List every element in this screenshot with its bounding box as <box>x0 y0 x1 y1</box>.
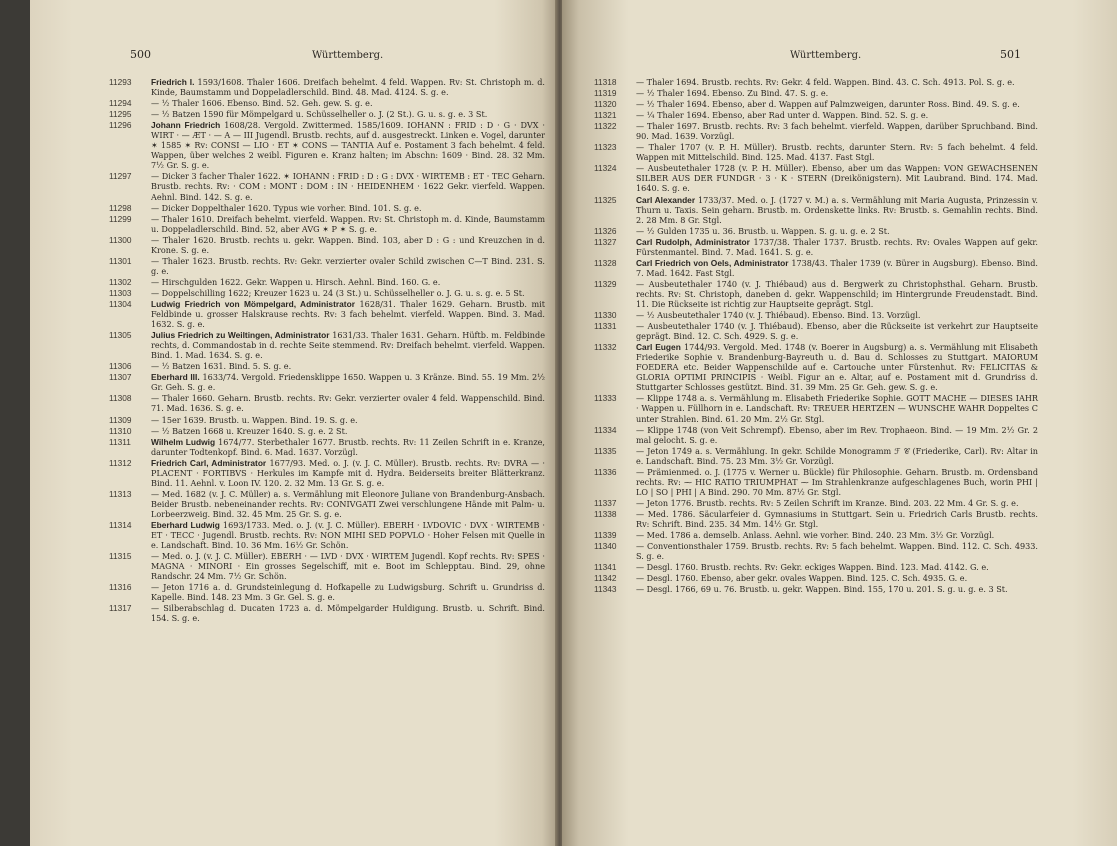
catalog-entry <box>109 213 545 234</box>
entry-description: 1593/1608. Thaler 1606. Dreifach behelmt. 4 feld. Wappen. Rv: St. Christoph m. d. Kinde, Baumstamm und Doppeladlerschild. Bind. 48. Mad. 4124. S. g. e. <box>151 77 545 98</box>
catalog-entry <box>109 120 545 171</box>
entry-description: — Conventionsthaler 1759. Brustb. rechts. Rv: 5 fach behelmt. Wappen. Bind. 112. C. Sch. 4933. S. g. e. <box>636 541 1038 562</box>
entry-description: 1693/1733. Med. o. J. (v. J. C. Müller). EBERH · LVDOVIC · DVX · WIRTEMB · ET · TECC · Jugendl. Brustb. rechts. Rv: NON MIHI SED POPVLO · Hoher Felsen mit Quelle in e. Landschaft. Bind. 10. 36 Mm. 16½ Gr. Schön. <box>151 519 546 551</box>
catalog-entry <box>109 488 545 519</box>
entry-text <box>151 77 545 97</box>
lot-number: 11316 <box>109 582 132 593</box>
entry-text <box>151 235 545 255</box>
catalog-entry <box>594 424 1038 445</box>
catalog-entry <box>594 530 1038 541</box>
entry-text <box>151 171 545 201</box>
entry-description: — Thaler 1620. Brustb. rechts u. gekr. Wappen. Bind. 103, aber D : G : und Kreuzchen in d. Krone. S. g. e. <box>151 234 545 255</box>
lot-number: 11300 <box>109 234 132 245</box>
entry-description: — Dicker Doppelthaler 1620. Typus wie vorher. Bind. 101. S. g. e. <box>151 202 422 213</box>
ruler-name: Eberhard Ludwig <box>151 519 220 530</box>
lot-number: 11294 <box>109 98 132 109</box>
lot-number: 11319 <box>594 88 617 99</box>
entry-text <box>636 279 1038 309</box>
entry-description: — Dicker 3 facher Thaler 1622. ✶ IOHANN : FRID : D : G : DVX · WIRTEMB : ET · TEC Geharn. Brustb. rechts. Rv: · COM : MONT : DOM : IN · HEIDENHEM · 1622 Gekr. vierfeld. Wappen. Aehnl. Bind. 142. S. g. e. <box>151 171 545 202</box>
catalog-entry <box>594 584 1038 595</box>
entry-description: — ½ Batzen 1590 für Mömpelgard u. Schüsselheller o. J. (2 St.). G. u. s. g. e. 3 St. <box>151 109 488 120</box>
entry-description: 1733/37. Med. o. J. (1727 v. M.) a. s. Vermählung mit Maria Augusta, Prinzessin v. Thurn u. Taxis. Sein geharn. Brustb. m. Ordenskette links. Rv: Brustb. s. Gemahlin rechts. Bind. 2. 28 Mm. 8 Gr. Stgl. <box>636 194 1039 225</box>
entry-text <box>151 256 545 276</box>
lot-number: 11309 <box>109 414 132 425</box>
catalog-entry <box>109 255 545 276</box>
catalog-entry <box>594 257 1038 278</box>
catalog-entry <box>594 445 1038 466</box>
lot-number: 11338 <box>594 508 617 519</box>
entry-description: — Med. 1786. Säcularfeier d. Gymnasiums in Stuttgart. Sein u. Friedrich Carls Brustb. rechts. Rv: Schrift. Bind. 235. 34 Mm. 14½ Gr. Stgl. <box>636 508 1038 529</box>
lot-number: 11298 <box>109 202 132 213</box>
lot-number: 11335 <box>594 445 617 456</box>
catalog-entry <box>109 298 545 330</box>
entries-list <box>594 77 1039 595</box>
catalog-entry <box>109 330 545 361</box>
lot-number: 11341 <box>594 562 617 573</box>
lot-number: 11331 <box>594 321 617 332</box>
entry-text <box>636 99 1038 109</box>
lot-number: 11327 <box>594 236 617 247</box>
lot-number: 11343 <box>594 584 617 595</box>
entry-description: — Med. 1682 (v. J. C. Müller) a. s. Vermählung mit Eleonore Juliane von Brandenburg-Ansbach. Beider Brustb. nebeneinander rechts. Rv: CONIVGATI Zwei verschlungene Hände mit Palm- u. Lorbeerzweig. Bind. 32. 45 Mm. 25 Gr. S. g. e. <box>151 488 545 519</box>
entry-text <box>636 342 1038 392</box>
catalog-entry <box>594 77 1038 87</box>
catalog-entry <box>109 582 545 603</box>
entry-text <box>151 458 545 488</box>
entry-text <box>636 584 1038 594</box>
catalog-entry <box>594 342 1039 393</box>
entry-description: — Ausbeutethaler 1740 (v. J. Thiébaud) aus d. Bergwerk zu Christophsthal. Geharn. Brustb. rechts. Rv: St. Christoph, daneben d. gekr. Wappenschild; im Hintergrunde Freudenstadt. Bind. 11. Die Rückseite ist richtig zur Hauptseite geprägt. Stgl. <box>636 278 1038 309</box>
catalog-entry <box>594 497 1038 508</box>
entry-text <box>151 203 545 213</box>
entry-text <box>636 393 1038 423</box>
entry-text <box>151 415 545 425</box>
lot-number: 11307 <box>109 372 132 383</box>
entry-description: 1738/43. Thaler 1739 (v. Bürer in Augsburg). Ebenso. Bind. 7. Mad. 1642. Fast Stgl. <box>636 257 1038 278</box>
lot-number: 11293 <box>109 77 132 87</box>
entry-text <box>636 310 1038 320</box>
page-number: 501 <box>1000 48 1021 61</box>
catalog-entry <box>594 99 1038 110</box>
lot-number: 11308 <box>109 393 132 404</box>
lot-number: 11330 <box>594 310 617 321</box>
entry-text <box>151 120 545 170</box>
entry-text <box>151 489 545 519</box>
entry-text <box>636 498 1038 508</box>
entry-description: — Hirschgulden 1622. Gekr. Wappen u. Hirsch. Aehnl. Bind. 160. G. e. <box>151 276 441 287</box>
lot-number: 11306 <box>109 361 132 372</box>
entry-description: — Thaler 1623. Brustb. rechts. Rv: Gekr. verzierter ovaler Schild zwischen C—T Bind. 231. S. g. e. <box>151 255 545 276</box>
entry-text <box>636 142 1038 162</box>
catalog-entry <box>109 551 545 582</box>
entry-description: — Desgl. 1760. Brustb. rechts. Rv: Gekr. eckiges Wappen. Bind. 123. Mad. 4142. G. e. <box>636 562 989 573</box>
lot-number: 11332 <box>594 342 617 353</box>
catalog-entry <box>109 457 545 488</box>
entry-text <box>636 77 1038 87</box>
page-number: 500 <box>130 48 151 61</box>
entry-description: — Jeton 1749 a. s. Vermählung. In gekr. Schilde Monogramm ℱ 𝒞 (Friederike, Carl). Rv: Altar in e. Landschaft. Bind. 75. 23 Mm. 3½ Gr. Vorzügl. <box>636 445 1038 466</box>
catalog-entry <box>109 202 545 213</box>
lot-number: 11303 <box>109 287 132 298</box>
entry-text <box>636 121 1038 141</box>
catalog-entry <box>594 310 1038 321</box>
entry-text <box>151 372 545 392</box>
entry-description: 1737/38. Thaler 1737. Brustb. rechts. Rv: Ovales Wappen auf gekr. Fürstenmantel. Bind. 7. Mad. 1641. S. g. e. <box>636 236 1038 257</box>
entry-text <box>151 214 545 234</box>
lot-number: 11301 <box>109 255 132 266</box>
catalog-entry <box>109 77 545 98</box>
entry-text <box>636 321 1038 341</box>
lot-number: 11297 <box>109 171 132 182</box>
catalog-entry <box>109 276 545 287</box>
lot-number: 11326 <box>594 225 617 236</box>
entry-description: — ½ Thaler 1694. Ebenso. Zu Bind. 47. S. g. e. <box>636 88 829 99</box>
entry-description: — Doppelschilling 1622; Kreuzer 1623 u. 24 (3 St.) u. Schüsselheller o. J. G. u. s. g. e. 5 St. <box>151 287 525 298</box>
entry-description: — ½ Gulden 1735 u. 36. Brustb. u. Wappen. S. g. u. g. e. 2 St. <box>636 225 890 236</box>
lot-number: 11342 <box>594 573 617 584</box>
lot-number: 11311 <box>109 436 131 447</box>
catalog-entry <box>594 121 1038 142</box>
catalog-entry <box>109 98 545 109</box>
left-page <box>30 0 558 846</box>
catalog-entry <box>109 109 545 120</box>
entry-text <box>151 426 545 436</box>
lot-number: 11312 <box>109 457 132 468</box>
catalog-entry <box>109 603 545 624</box>
lot-number: 11325 <box>594 194 617 205</box>
entry-text <box>151 393 545 413</box>
lot-number: 11318 <box>594 77 617 87</box>
entry-description: — ¼ Thaler 1694. Ebenso, aber Rad unter d. Wappen. Bind. 52. S. g. e. <box>636 110 929 121</box>
entry-description: — Thaler 1660. Geharn. Brustb. rechts. Rv: Gekr. verzierter ovaler 4 feld. Wappenschild. Bind. 71. Mad. 1636. S. g. e. <box>151 393 545 414</box>
entry-text <box>636 573 1038 583</box>
right-page <box>562 0 1117 846</box>
entries-list <box>109 77 546 624</box>
entry-description: — Ausbeutethaler 1740 (v. J. Thiébaud). Ebenso, aber die Rückseite ist verkehrt zur Hauptseite geprägt. Bind. 12. C. Sch. 4929. S. g. e. <box>636 321 1038 342</box>
entry-description: — Med. o. J. (v. J. C. Müller). EBERH · — LVD · DVX · WIRTEM Jugendl. Kopf rechts. Rv: SPES · MAGNA · MINORI · Ein grosses Segelschiff, mit e. Boot im Schlepptau. Bind. 29, ohne Randschr. 24 Mm. 7½ Gr. Schön. <box>151 551 545 582</box>
entry-description: 1628/31. Thaler 1629. Geharn. Brustb. mit Feldbinde u. grosser Halskrause rechts. Rv: 3 fach behelmt. vierfeld. Wappen. Bind. 3. Mad. 1632. S. g. e. <box>151 298 545 330</box>
lot-number: 11334 <box>594 424 617 435</box>
entry-text <box>151 288 545 298</box>
catalog-entry <box>594 163 1038 194</box>
entry-text <box>151 109 545 119</box>
ruler-name: Carl Alexander <box>636 194 696 205</box>
catalog-entry <box>109 436 545 457</box>
entry-description: 1677/93. Med. o. J. (v. J. C. Müller). Brustb. rechts. Rv: DVRA — · PLACENT · FORTIBVS · Herkules im Kampfe mit d. Hydra. Beiderseits breiter Blätterkranz. Bind. 11. Aehnl. v. Loon IV. 120. 2. 32 Mm. 13 Gr. S. g. e. <box>151 457 545 488</box>
catalog-entry <box>594 236 1038 257</box>
entry-text <box>151 361 545 371</box>
entry-description: — Thaler 1707 (v. P. H. Müller). Brustb. rechts, darunter Stern. Rv: 5 fach behelmt. 4 feld. Wappen mit Mittelschild. Bind. 125. Mad. 4137. Fast Stgl. <box>636 142 1038 163</box>
entry-text <box>636 110 1038 120</box>
entry-description: 1631/33. Thaler 1631. Geharn. Hüftb. m. Feldbinde rechts, d. Commandostab in d. rechte Seite stemmend. Rv: Dreifach behelmt. vierfeld. Wappen. Bind. 1. Mad. 1634. S. g. e. <box>151 330 545 361</box>
ruler-name: Johann Friedrich <box>151 120 221 131</box>
entry-text <box>636 163 1038 193</box>
entry-description: — Jeton 1716 a. d. Grundsteinlegung d. Hofkapelle zu Ludwigsburg. Schrift u. Grundriss d. Kapelle. Bind. 148. 23 Mm. 3 Gr. Gel. S. g. e. <box>151 582 545 603</box>
entry-text <box>636 562 1038 572</box>
entry-description: — Klippe 1748 (von Veit Schrempf). Ebenso, aber im Rev. Trophaeon. Bind. — 19 Mm. 2½ Gr. 2 mal gelocht. S. g. e. <box>636 424 1038 445</box>
entry-text <box>636 88 1038 98</box>
catalog-entry <box>109 361 545 372</box>
ruler-name: Wilhelm Ludwig <box>151 436 216 447</box>
catalog-entry <box>109 393 545 414</box>
entry-description: — Thaler 1697. Brustb. rechts. Rv: 3 fach behelmt. vierfeld. Wappen, darüber Spruchband. Bind. 90. Mad. 1639. Vorzügl. <box>636 121 1038 142</box>
entry-text <box>151 520 545 550</box>
entry-text <box>636 446 1038 466</box>
entry-text <box>151 437 545 457</box>
catalog-entry <box>594 573 1038 584</box>
entry-text <box>151 582 545 602</box>
entry-text <box>636 195 1038 225</box>
entry-description: 1633/74. Vergold. Friedensklippe 1650. Wappen u. 3 Kränze. Bind. 55. 19 Mm. 2½ Gr. Geh. S. g. e. <box>151 372 546 393</box>
lot-number: 11337 <box>594 497 617 508</box>
entry-description: — Klippe 1748 a. s. Vermählung m. Elisabeth Friederike Sophie. GOTT MACHE — DIESES IAHR · Wappen u. Füllhorn in e. Landschaft. Rv: TREUER HERTZEN — WUNSCHE WAHR Doppeltes C unter Strahlen. Bind. 61. 20 Mm. 2½ Gr. Stgl. <box>636 393 1038 424</box>
catalog-entry <box>594 321 1038 342</box>
catalog-entry <box>109 425 545 436</box>
entry-description: — Med. 1786 a. demselb. Anlass. Aehnl. wie vorher. Bind. 240. 23 Mm. 3½ Gr. Vorzügl. <box>636 530 995 541</box>
catalog-entry <box>109 372 546 393</box>
entry-description: — ½ Thaler 1606. Ebenso. Bind. 52. Geh. gew. S. g. e. <box>151 98 373 109</box>
entry-text <box>151 98 545 108</box>
lot-number: 11304 <box>109 298 132 309</box>
ruler-name: Friedrich I. <box>151 77 195 87</box>
entry-text <box>636 530 1038 540</box>
entry-text <box>151 277 545 287</box>
entry-description: — ½ Thaler 1694. Ebenso, aber d. Wappen auf Palmzweigen, darunter Ross. Bind. 49. S. g. e. <box>636 99 1020 110</box>
catalog-entry <box>109 519 546 551</box>
ruler-name: Carl Friedrich von Oels, Administrator <box>636 257 789 268</box>
lot-number: 11313 <box>109 488 132 499</box>
ruler-name: Carl Eugen <box>636 342 681 353</box>
ruler-name: Eberhard III. <box>151 372 200 383</box>
catalog-entry <box>109 414 545 425</box>
entry-description: — Thaler 1694. Brustb. rechts. Rv: Gekr. 4 feld. Wappen. Bind. 43. C. Sch. 4913. Pol. S. g. e. <box>636 77 1015 87</box>
entry-description: — ½ Batzen 1668 u. Kreuzer 1640. S. g. e. 2 St. <box>151 425 348 436</box>
catalog-entry <box>594 466 1038 497</box>
entry-text <box>151 551 545 581</box>
lot-number: 11320 <box>594 99 617 110</box>
ruler-name: Julius Friedrich zu Weiltingen, Administrator <box>151 330 330 341</box>
lot-number: 11302 <box>109 276 132 287</box>
catalog-entry <box>109 234 545 255</box>
catalog-entry <box>594 562 1038 573</box>
entry-text <box>636 425 1038 445</box>
lot-number: 11317 <box>109 603 132 614</box>
lot-number: 11321 <box>594 110 617 121</box>
entry-text <box>636 509 1038 529</box>
entry-description: — ½ Ausbeutethaler 1740 (v. J. Thiébaud). Ebenso. Bind. 13. Vorzügl. <box>636 310 921 321</box>
lot-number: 11336 <box>594 466 617 477</box>
lot-number: 11323 <box>594 142 617 153</box>
lot-number: 11315 <box>109 551 132 562</box>
catalog-entry <box>594 508 1038 529</box>
entry-description: — Silberabschlag d. Ducaten 1723 a. d. Mömpelgarder Huldigung. Brustb. u. Schrift. Bind. 154. S. g. e. <box>151 603 545 624</box>
catalog-entry <box>594 278 1038 309</box>
catalog-entry <box>594 194 1039 225</box>
lot-number: 11305 <box>109 330 132 341</box>
entry-description: — ½ Batzen 1631. Bind. 5. S. g. e. <box>151 361 292 372</box>
entry-text <box>636 467 1038 497</box>
lot-number: 11324 <box>594 163 617 174</box>
lot-number: 11328 <box>594 257 617 268</box>
ruler-name: Carl Rudolph, Administrator <box>636 236 750 247</box>
entry-description: — Prämienmed. o. J. (1775 v. Werner u. Bückle) für Philosophie. Geharn. Brustb. m. Ordensband rechts. Rv: ⁓ HIC RATIO TRIUMPHAT ⁓ Im Strahlenkranze aufgeschlagenes Buch, worin PHI | LO | SO | PHI | A Bind. 290. 70 Mm. 87½ Gr. Stgl. <box>636 466 1038 497</box>
lot-number: 11339 <box>594 530 617 541</box>
catalog-entry <box>594 541 1038 562</box>
entry-text <box>151 603 545 623</box>
entry-description: 1608/28. Vergold. Zwittermed. 1585/1609. IOHANN : FRID : D · G · DVX · WIRT · — ÆT · — A — III Jugendl. Brustb. rechts, auf d. ausgestreckt. Linken e. Vogel, darunter ✶ 1585 ✶ Rv: CONSI — LIO · ET ✶ CONS — TANTIA Auf e. Postament 3 fach behelmt. 4 feld. Wappen, über welches 2 weibl. Figuren e. Kranz halten; im Abschn: 1609 · Bind. 28. 32 Mm. 7½ Gr. S. g. e. <box>151 120 545 171</box>
catalog-entry <box>594 142 1038 163</box>
entry-description: — Desgl. 1760. Ebenso, aber gekr. ovales Wappen. Bind. 125. C. Sch. 4935. G. e. <box>636 573 968 584</box>
catalog-entry <box>594 88 1038 99</box>
entry-description: — Thaler 1610. Dreifach behelmt. vierfeld. Wappen. Rv: St. Christoph m. d. Kinde, Baumstamm u. Doppeladlerschild. Bind. 52, aber AVG ✶ P ✶ S. g. e. <box>151 213 545 234</box>
lot-number: 11329 <box>594 278 617 289</box>
entry-text <box>151 330 545 360</box>
entry-description: — 15er 1639. Brustb. u. Wappen. Bind. 19. S. g. e. <box>151 414 358 425</box>
entry-description: 1744/93. Vergold. Med. 1748 (v. Boerer in Augsburg) a. s. Vermählung mit Elisabeth Friederike Sophie v. Brandenburg-Bayreuth u. d. Bau d. Schlosses zu Stuttgart. MAIORUM FOEDERA etc. Beider Wappenschilde auf e. Cartouche unter Fürstenhut. Rv: FELICITAS & GLORIA OPTIMI PRINCIPIS · Weibl. Figur an e. Altar, auf e. Postament mit d. Grundriss d. Stuttgarter Schlosses gestützt. Bind. 31. 39 Mm. 25 Gr. Geh. gew. S. g. e. <box>636 342 1039 393</box>
entry-text <box>151 299 545 329</box>
ruler-name: Friedrich Carl, Administrator <box>151 457 267 468</box>
entry-text <box>636 237 1038 257</box>
entry-description: — Ausbeutethaler 1728 (v. P. H. Müller). Ebenso, aber um das Wappen: VON GEWACHSENEN SILBER AUS DER FUNDGR · 3 · K · STERN (Dreikönigstern). Mit Laubrand. Bind. 174. Mad. 1640. S. g. e. <box>636 163 1038 194</box>
lot-number: 11314 <box>109 519 132 530</box>
running-header: Württemberg. <box>312 50 384 61</box>
entry-description: — Jeton 1776. Brustb. rechts. Rv: 5 Zeilen Schrift im Kranze. Bind. 203. 22 Mm. 4 Gr. S. g. e. <box>636 497 1019 508</box>
catalog-entry <box>594 225 1038 236</box>
ruler-name: Ludwig Friedrich von Mömpelgard, Administrator <box>151 298 355 309</box>
entry-text <box>636 226 1038 236</box>
entry-description: — Desgl. 1766, 69 u. 76. Brustb. u. gekr. Wappen. Bind. 155, 170 u. 201. S. g. u. g. e. 3 St. <box>636 584 1008 595</box>
lot-number: 11295 <box>109 109 132 120</box>
entry-text <box>636 541 1038 561</box>
lot-number: 11322 <box>594 121 617 132</box>
lot-number: 11299 <box>109 213 132 224</box>
catalog-entry <box>109 171 545 202</box>
running-header: Württemberg. <box>790 50 862 61</box>
catalog-entry <box>594 110 1038 121</box>
lot-number: 11296 <box>109 120 132 131</box>
entry-description: 1674/77. Sterbethaler 1677. Brustb. rechts. Rv: 11 Zeilen Schrift in e. Kranze, darunter Todtenkopf. Bind. 6. Mad. 1637. Vorzügl. <box>151 436 545 457</box>
catalog-entry <box>109 287 545 298</box>
lot-number: 11310 <box>109 425 132 436</box>
lot-number: 11333 <box>594 393 617 404</box>
entry-text <box>636 258 1038 278</box>
catalog-entry <box>594 393 1038 424</box>
lot-number: 11340 <box>594 541 617 552</box>
